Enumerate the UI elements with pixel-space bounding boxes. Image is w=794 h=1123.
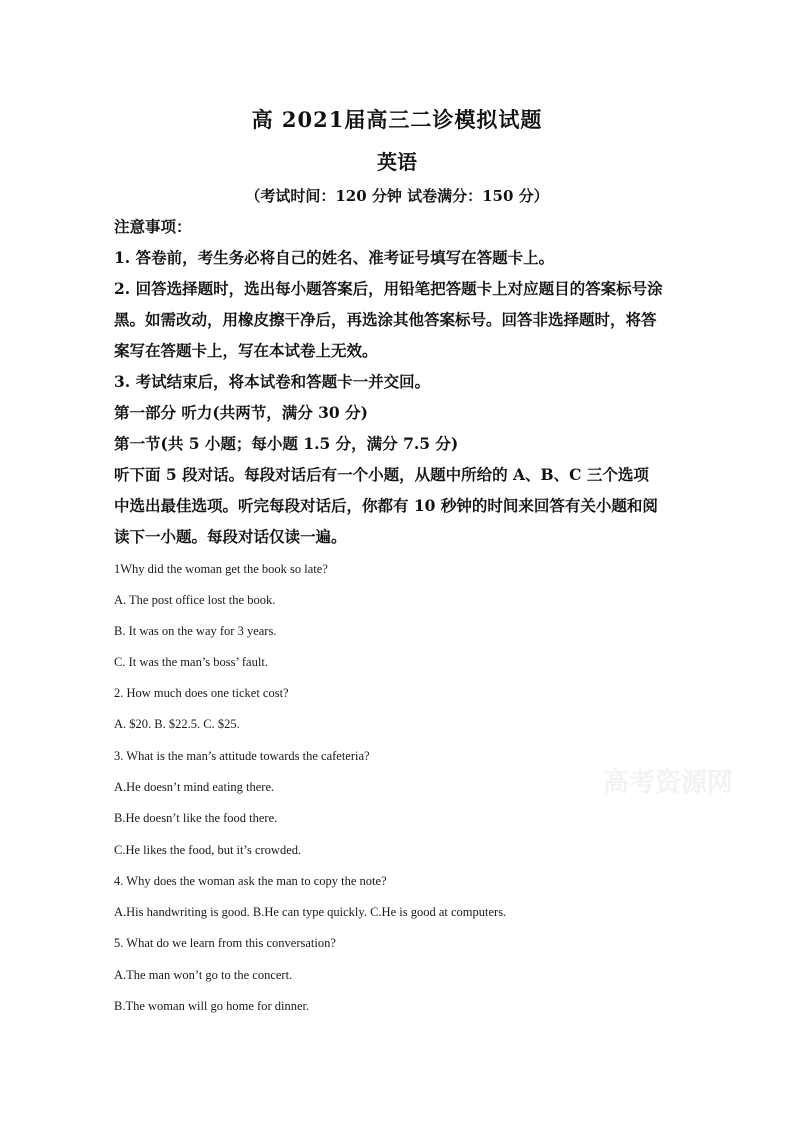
question-3-option-c: C.He likes the food, but it’s crowded. bbox=[114, 843, 302, 857]
instructions-line-2: 中选出最佳选项。听完每段对话后，你都有 10 秒钟的时间来回答有关小题和阅 bbox=[114, 496, 658, 515]
question-1: 1Why did the woman get the book so late? bbox=[114, 562, 328, 576]
note-item-3: 3. 考试结束后，将本试卷和答题卡一并交回。 bbox=[114, 372, 431, 391]
subject-title: 英语 bbox=[377, 150, 417, 174]
exam-info: （考试时间：120 分钟 试卷满分：150 分） bbox=[245, 187, 549, 205]
question-5: 5. What do we learn from this conversation? bbox=[114, 936, 336, 950]
question-4: 4. Why does the woman ask the man to copy the note? bbox=[114, 874, 387, 888]
instructions-line-1: 听下面 5 段对话。每段对话后有一个小题，从题中所给的 A、B、C 三个选项 bbox=[114, 465, 649, 484]
note-item-1: 1. 答卷前，考生务必将自己的姓名、准考证号填写在答题卡上。 bbox=[114, 248, 555, 267]
exam-title: 高 2021届高三二诊模拟试题 bbox=[251, 107, 543, 132]
part1-heading: 第一部分 听力(共两节，满分 30 分) bbox=[114, 403, 368, 422]
instructions-line-3: 读下一小题。每段对话仅读一遍。 bbox=[114, 527, 347, 546]
question-2-options: A. $20. B. $22.5. C. $25. bbox=[114, 717, 240, 731]
watermark: 高考资源网 bbox=[603, 768, 734, 798]
notes-heading: 注意事项： bbox=[114, 217, 192, 236]
question-3-option-a: A.He doesn’t mind eating there. bbox=[114, 780, 275, 794]
question-3: 3. What is the man’s attitude towards the cafeteria? bbox=[114, 749, 370, 763]
question-1-option-c: C. It was the man’s boss’ fault. bbox=[114, 655, 268, 669]
question-5-option-a: A.The man won’t go to the concert. bbox=[114, 968, 293, 982]
question-5-option-b: B.The woman will go home for dinner. bbox=[114, 999, 310, 1013]
note-item-2-line-3: 案写在答题卡上，写在本试卷上无效。 bbox=[114, 341, 378, 360]
note-item-2-line-1: 2. 回答选择题时，选出每小题答案后，用铅笔把答题卡上对应题目的答案标号涂 bbox=[114, 279, 663, 298]
question-3-option-b: B.He doesn’t like the food there. bbox=[114, 811, 278, 825]
question-1-option-b: B. It was on the way for 3 years. bbox=[114, 624, 277, 638]
section1-heading: 第一节(共 5 小题；每小题 1.5 分，满分 7.5 分) bbox=[114, 434, 459, 453]
question-1-option-a: A. The post office lost the book. bbox=[114, 593, 276, 607]
question-4-options: A.His handwriting is good. B.He can type quickly. C.He is good at computers. bbox=[114, 905, 507, 919]
question-2: 2. How much does one ticket cost? bbox=[114, 686, 289, 700]
note-item-2-line-2: 黑。如需改动，用橡皮擦干净后，再选涂其他答案标号。回答非选择题时，将答 bbox=[114, 310, 657, 329]
